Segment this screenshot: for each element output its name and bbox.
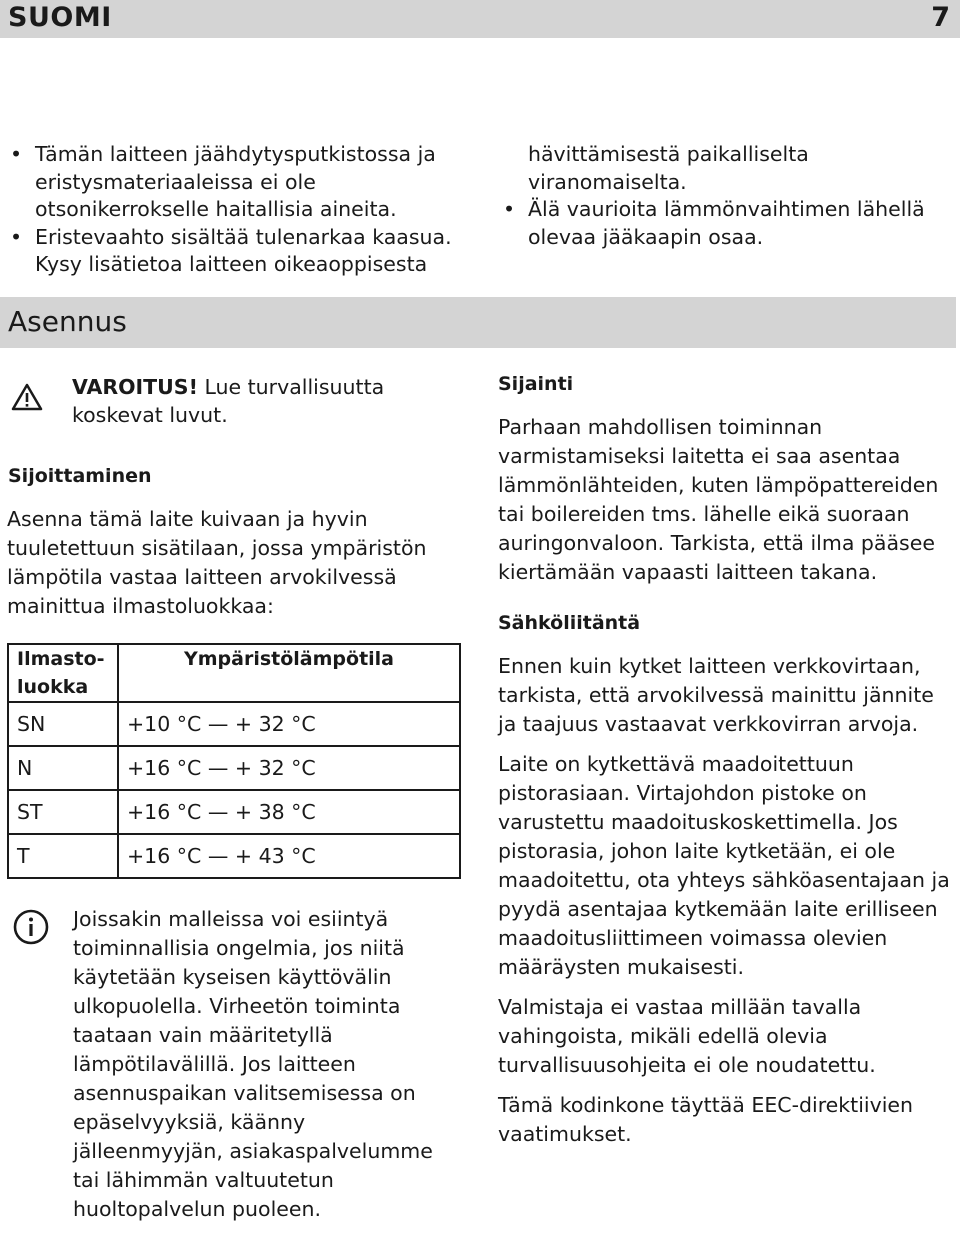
table-cell-class: SN [8, 702, 118, 746]
electrical-heading: Sähköliitäntä [498, 612, 641, 634]
info-note-text: Joissakin malleissa voi esiintyä toiminnallisia ongelmia, jos niitä käytetään kyseisen käyttövälin ulkopuolella. Virheetön toiminta taataan vain määritetyllä lämpötilavälillä. Jos laitteen asennuspaikan valitsemisessa on epäselvyyksiä, käänny jälleenmyyjän, asiakaspalvelumme tai lähimmän valtuutetun huoltopalvelun puoleen. [73, 907, 433, 1221]
list-item-continuation: hävittämisestä paikalliselta viranomaiselta. [528, 142, 809, 194]
table-header-row [8, 644, 460, 702]
placement-heading: Sijoittaminen [8, 465, 152, 487]
language-label: SUOMI [8, 2, 112, 33]
warning-triangle-icon [10, 382, 44, 412]
electrical-paragraph: Laite on kytkettävä maadoitettuun pistorasiaan. Virtajohdon pistoke on varustettu maadoituskoskettimella. Jos pistorasia, johon laite kytketään, ei ole maadoitettu, ota yhteys sähköasentajaan ja pyydä asentajaa kytkemään laite erilliseen maadoitusliittimeen voimassa olevien määräysten mukaisesti. [498, 752, 950, 979]
table-header-temperature: Ympäristölämpötila [118, 644, 460, 702]
table-cell-class: N [8, 746, 118, 790]
climate-class-table [7, 643, 461, 879]
table-row [8, 702, 460, 746]
table-row [8, 746, 460, 790]
warning-text [72, 374, 452, 429]
info-icon [12, 908, 50, 946]
table-row [8, 790, 460, 834]
section-title: Asennus [8, 305, 127, 338]
top-left-bullet-list [7, 141, 467, 279]
warning-message: Lue turvallisuutta koskevat luvut. [72, 375, 385, 427]
table-row [8, 834, 460, 878]
list-item: • Tämän laitteen jäähdytysputkistossa ja eristysmateriaaleissa ei ole otsonikerrokselle haitallisia aineita. [7, 141, 467, 224]
warning-label: VAROITUS! [72, 375, 198, 399]
table-cell-temperature: +16 °C — + 38 °C [118, 790, 460, 834]
table-cell-class: T [8, 834, 118, 878]
table-cell-temperature: +10 °C — + 32 °C [118, 702, 460, 746]
electrical-paragraph: Tämä kodinkone täyttää EEC-direktiivien vaatimukset. [498, 1093, 914, 1146]
list-item: • Eristevaahto sisältää tulenarkaa kaasua. Kysy lisätietoa laitteen oikeaoppisesta [7, 224, 467, 279]
table-header-class: Ilmasto- luokka [8, 644, 118, 702]
section-bar [0, 297, 956, 348]
placement-paragraph: Asenna tämä laite kuivaan ja hyvin tuuletettuun sisätilaan, jossa ympäristön lämpötila vastaa laitteen arvokilvessä mainittua ilmastoluokkaa: [7, 507, 427, 618]
electrical-paragraph: Ennen kuin kytket laitteen verkkovirtaan, tarkista, että arvokilvessä mainittu jännite ja taajuus vastaavat verkkovirran arvoja. [498, 654, 934, 736]
top-right-bullet-list [500, 141, 950, 251]
location-heading: Sijainti [498, 373, 574, 395]
location-paragraph: Parhaan mahdollisen toiminnan varmistamiseksi laitetta ei saa asentaa lämmönlähteiden, kuten lämpöpattereiden tai boilereiden tms. lähelle eikä suoraan auringonvaloon. Tarkista, että ilma pääsee kiertämään vapaasti laitteen takana. [498, 415, 939, 584]
electrical-paragraph: Valmistaja ei vastaa millään tavalla vahingoista, mikäli edellä olevia turvallisuusohjeita ei ole noudatettu. [498, 995, 876, 1077]
table-cell-class: ST [8, 790, 118, 834]
table-cell-temperature: +16 °C — + 32 °C [118, 746, 460, 790]
list-item: • Älä vaurioita lämmönvaihtimen lähellä olevaa jääkaapin osaa. [500, 196, 950, 251]
table-cell-temperature: +16 °C — + 43 °C [118, 834, 460, 878]
header-bar [0, 0, 960, 38]
page-number: 7 [931, 2, 950, 33]
